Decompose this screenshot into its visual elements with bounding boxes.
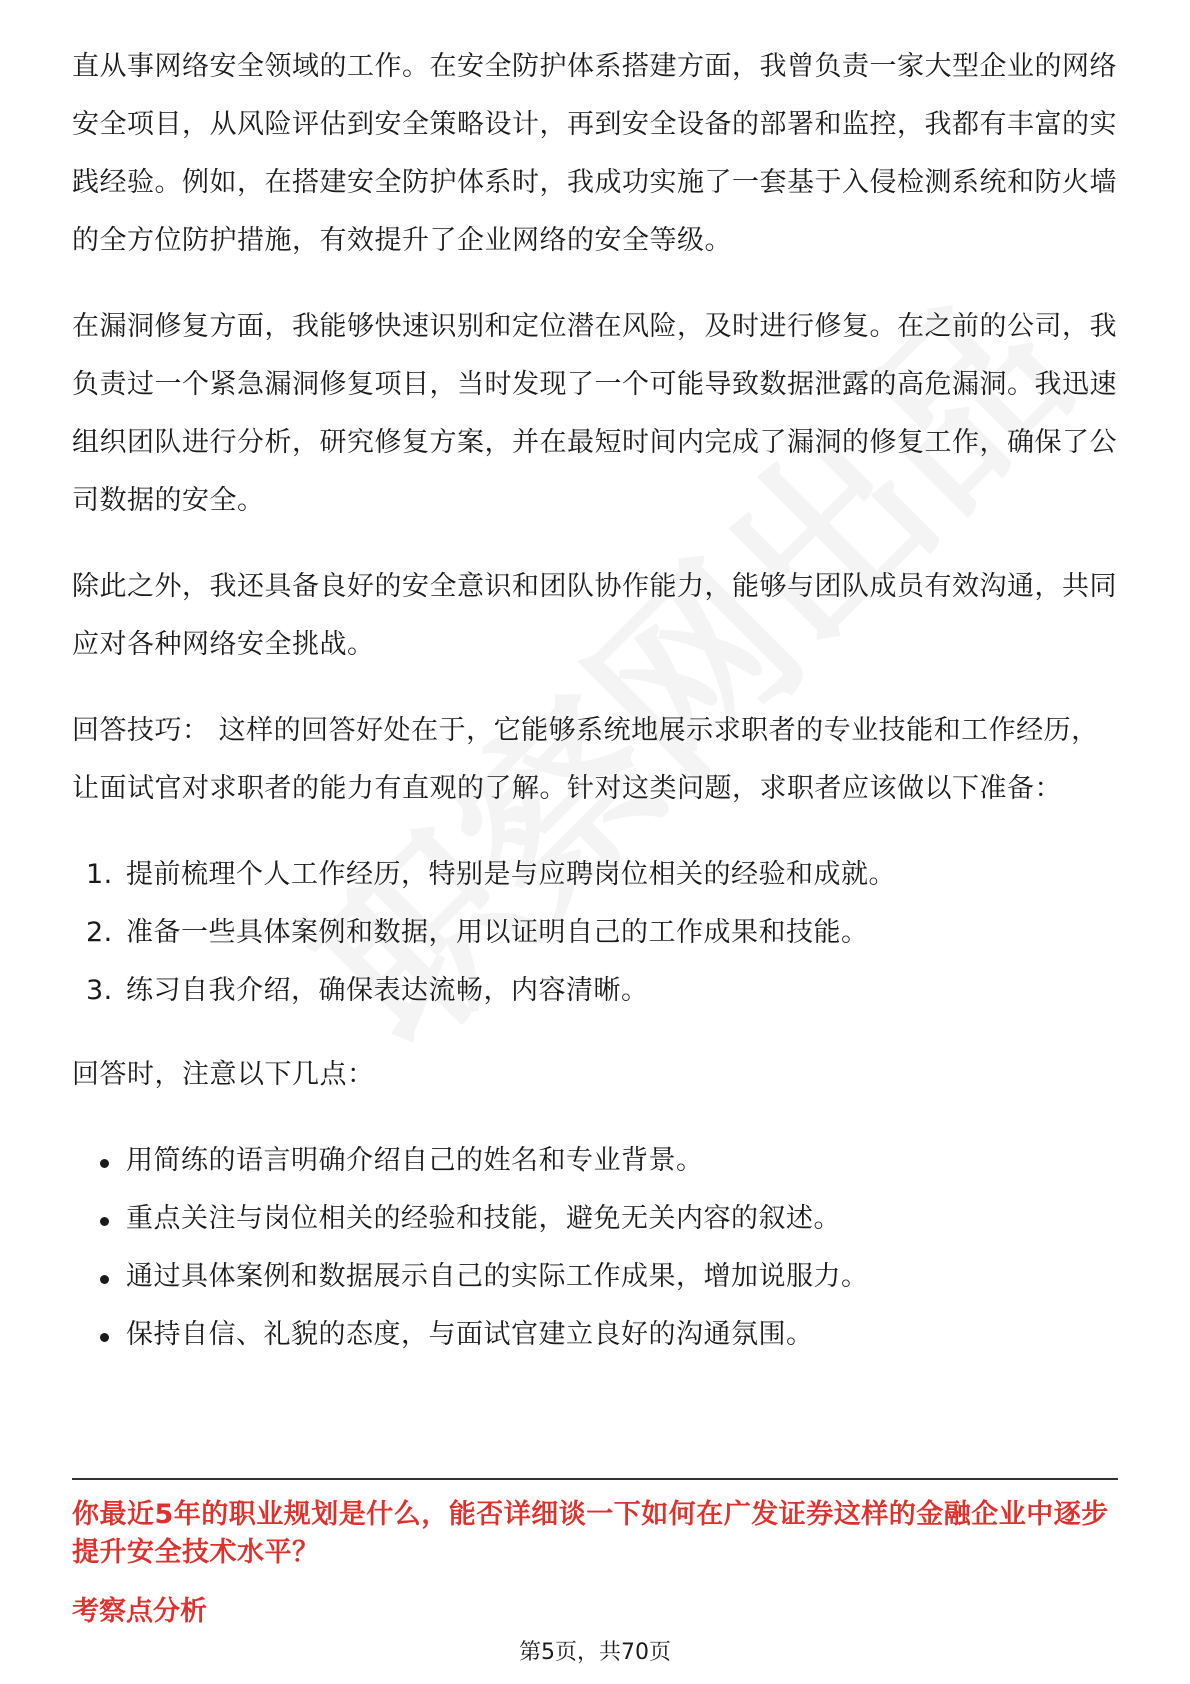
list-number: 1. [86,859,113,890]
paragraph-answer-tips: 回答技巧： 这样的回答好处在于，它能够系统地展示求职者的专业技能和工作经历，让面试官对求职者的能力有直观的了解。针对这类问题，求职者应该做以下准备： [72,715,1099,804]
page-footer: 第5页，共70页 [519,1640,671,1665]
next-question-heading: 你最近5年的职业规划是什么，能否详细谈一下如何在广发证券这样的金融企业中逐步提升安全技术水平？ [72,1499,1109,1568]
list-item-text: 提前梳理个人工作经历，特别是与应聘岗位相关的经验和成就。 [126,859,896,890]
list-item [72,962,1118,1020]
prep-list [72,846,1118,1020]
list-number: 2. [86,917,113,948]
document-body [72,38,1118,1390]
paragraph-vulnerability-fix: 在漏洞修复方面，我能够快速识别和定位潜在风险，及时进行修复。在之前的公司，我负责过一个紧急漏洞修复项目，当时发现了一个可能导致数据泄露的高危漏洞。我迅速组织团队进行分析，研究修复方案，并在最短时间内完成了漏洞的修复工作，确保了公司数据的安全。 [72,311,1117,516]
list-item [72,846,1118,904]
notes-intro: 回答时，注意以下几点： [72,1059,375,1090]
list-item-text: 练习自我介绍，确保表达流畅，内容清晰。 [126,975,649,1006]
bullet-icon [100,1333,109,1342]
list-number: 3. [86,975,113,1006]
notes-list [72,1132,1118,1364]
list-item-text: 通过具体案例和数据展示自己的实际工作成果，增加说服力。 [126,1261,869,1292]
bullet-icon [100,1217,109,1226]
bullet-icon [100,1159,109,1168]
list-item [72,904,1118,962]
list-item-text: 保持自信、礼貌的态度，与面试官建立良好的沟通氛围。 [126,1319,814,1350]
list-item [72,1190,1118,1248]
bullet-icon [100,1275,109,1284]
list-item-text: 用简练的语言明确介绍自己的姓名和专业背景。 [126,1145,704,1176]
section-divider [72,1478,1118,1480]
list-item [72,1248,1118,1306]
paragraph-security-experience: 直从事网络安全领域的工作。在安全防护体系搭建方面，我曾负责一家大型企业的网络安全项目，从风险评估到安全策略设计，再到安全设备的部署和监控，我都有丰富的实践经验。例如，在搭建安全防护体系时，我成功实施了一套基于入侵检测系统和防火墙的全方位防护措施，有效提升了企业网络的安全等级。 [72,51,1117,256]
paragraph-teamwork: 除此之外，我还具备良好的安全意识和团队协作能力，能够与团队成员有效沟通，共同应对各种网络安全挑战。 [72,571,1117,660]
analysis-section-heading: 考察点分析 [72,1596,207,1627]
list-item [72,1306,1118,1364]
list-item [72,1132,1118,1190]
list-item-text: 重点关注与岗位相关的经验和技能，避免无关内容的叙述。 [126,1203,841,1234]
list-item-text: 准备一些具体案例和数据，用以证明自己的工作成果和技能。 [126,917,869,948]
